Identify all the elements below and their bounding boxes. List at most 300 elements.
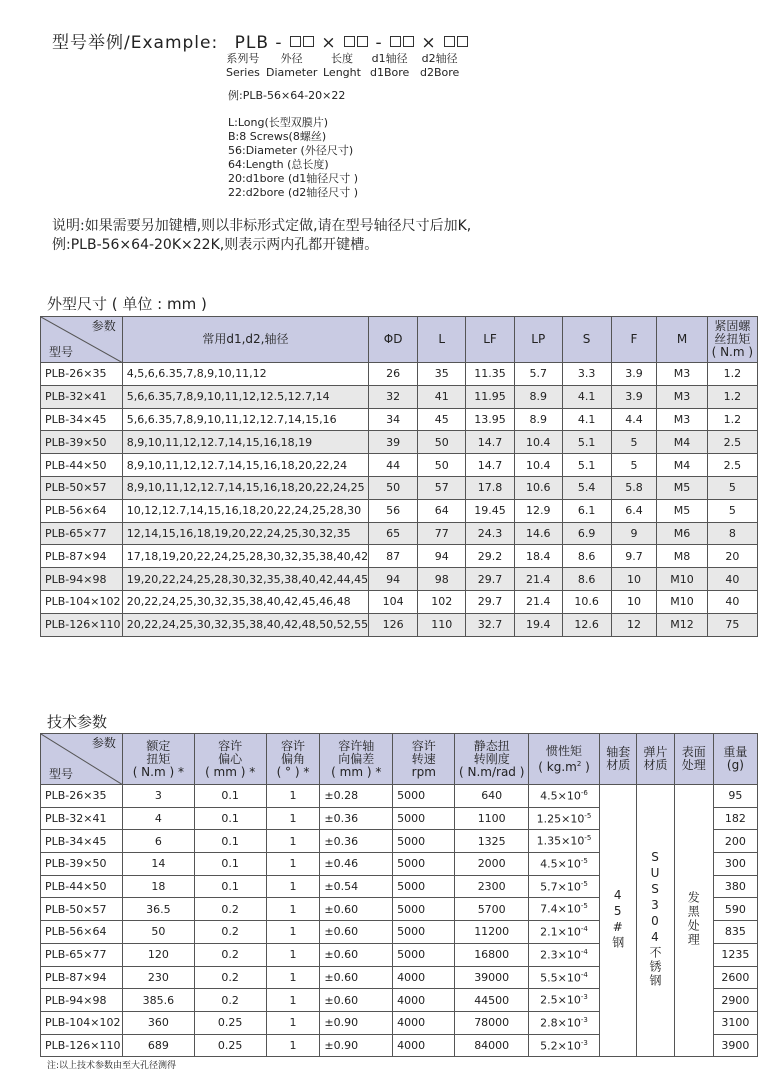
- table-cell: 2.5: [707, 431, 757, 454]
- table-cell: 40: [707, 568, 757, 591]
- inertia-unit: ( kg.m: [538, 759, 577, 774]
- code-series: PLB: [234, 33, 270, 53]
- table-cell: 12: [611, 613, 657, 636]
- tech-header-4: 容许 转速 rpm: [393, 734, 455, 785]
- table-cell: 21.4: [514, 568, 562, 591]
- table-cell: 44: [369, 454, 418, 477]
- table-cell: 35: [418, 363, 466, 386]
- table-cell: 9: [611, 522, 657, 545]
- inertia-exponent: -4: [580, 947, 588, 956]
- table-cell: 39000: [455, 966, 529, 989]
- table-cell: 5,6,6.35,7,8,9,10,11,12,12.5,12.7,14: [122, 385, 368, 408]
- dimensions-table: [40, 316, 758, 637]
- table-cell: 10.4: [514, 454, 562, 477]
- table-cell: 94: [418, 545, 466, 568]
- inertia-base: 5.7×10: [540, 880, 581, 894]
- table-cell: ±0.60: [320, 898, 393, 921]
- dim-header-6: F: [611, 317, 657, 363]
- title-prefix: 型号举例/Example:: [52, 33, 219, 53]
- table-cell: 120: [122, 943, 194, 966]
- table-cell: 640: [455, 785, 529, 808]
- table-cell: 6.4: [611, 499, 657, 522]
- table-cell: 4000: [393, 1011, 455, 1034]
- model-cell: PLB-39×50: [41, 431, 123, 454]
- table-cell: ±0.46: [320, 853, 393, 876]
- table-cell: 64: [418, 499, 466, 522]
- dimensions-title: 外型尺寸 ( 单位 : mm ): [47, 295, 207, 313]
- dash-1: -: [275, 33, 283, 53]
- table-cell: 11.95: [466, 385, 514, 408]
- explain-line: 20:d1bore (d1轴径尺寸 ): [228, 172, 359, 185]
- placeholder-box-icon: [390, 36, 401, 47]
- table-cell: 5000: [393, 898, 455, 921]
- model-cell: PLB-94×98: [41, 989, 123, 1012]
- table-cell: 34: [369, 408, 418, 431]
- table-cell: 8.6: [562, 568, 611, 591]
- dim-header-0: 常用d1,d2,轴径: [122, 317, 368, 363]
- table-cell: 126: [369, 613, 418, 636]
- inertia-exponent: -5: [584, 811, 592, 820]
- model-cell: PLB-44×50: [41, 454, 123, 477]
- table-cell: 4000: [393, 989, 455, 1012]
- table-cell: M5: [657, 476, 707, 499]
- table-cell: M12: [657, 613, 707, 636]
- table-cell: 17,18,19,20,22,24,25,28,30,32,35,38,40,42: [122, 545, 368, 568]
- placeholder-box-icon: [357, 36, 368, 47]
- table-cell: 5.1: [562, 454, 611, 477]
- table-cell: 4: [122, 807, 194, 830]
- footnote: 注:以上技术参数由至大孔径测得: [47, 1061, 177, 1071]
- placeholder-box-icon: [344, 36, 355, 47]
- table-cell: 5700: [455, 898, 529, 921]
- table-cell: 50: [122, 921, 194, 944]
- table-cell: 1: [266, 853, 320, 876]
- table-cell: 16800: [455, 943, 529, 966]
- table-cell: 1: [266, 921, 320, 944]
- table-cell: 19.4: [514, 613, 562, 636]
- table-cell: 0.25: [194, 1011, 266, 1034]
- model-cell: PLB-87×94: [41, 545, 123, 568]
- table-cell: 50: [369, 476, 418, 499]
- table-cell: 8: [707, 522, 757, 545]
- explain-line: L:Long(长型双膜片): [228, 116, 329, 129]
- model-cell: PLB-26×35: [41, 363, 123, 386]
- inertia-unit-close: ): [581, 759, 590, 774]
- weight-cell: 300: [713, 853, 757, 876]
- table-cell: ±0.60: [320, 921, 393, 944]
- tech-header-9: 表面 处理: [674, 734, 713, 785]
- inertia-cell: [528, 807, 599, 830]
- spring-material: [637, 785, 674, 1057]
- table-cell: 689: [122, 1034, 194, 1057]
- table-cell: ±0.90: [320, 1011, 393, 1034]
- inertia-exponent: -5: [584, 834, 592, 843]
- tech-header-7: 轴套 材质: [600, 734, 637, 785]
- table-cell: 20,22,24,25,30,32,35,38,40,42,45,46,48: [122, 590, 368, 613]
- tech-header-3: 容许轴 向偏差 ( mm ) *: [320, 734, 393, 785]
- table-row: [41, 385, 758, 408]
- table-cell: 40: [707, 590, 757, 613]
- inertia-exponent: -3: [580, 993, 588, 1002]
- note-line-1: 说明:如果需要另加键槽,则以非标形式定做,请在型号轴径尺寸后加K,: [52, 218, 472, 234]
- table-cell: 36.5: [122, 898, 194, 921]
- dim-header-5: S: [562, 317, 611, 363]
- table-cell: 1: [266, 898, 320, 921]
- table-cell: 1.2: [707, 408, 757, 431]
- table-cell: 5.4: [562, 476, 611, 499]
- table-cell: 4000: [393, 966, 455, 989]
- tech-header-10: 重量 (g): [713, 734, 757, 785]
- inertia-base: 2.8×10: [540, 1016, 581, 1030]
- model-cell: PLB-126×110: [41, 613, 123, 636]
- table-cell: 5: [707, 476, 757, 499]
- table-cell: 8,9,10,11,12,12.7,14,15,16,18,20,22,24,25: [122, 476, 368, 499]
- placeholder-box-icon: [457, 36, 468, 47]
- table-cell: 26: [369, 363, 418, 386]
- tech-title: 技术参数: [47, 713, 108, 731]
- dim-header-2: L: [418, 317, 466, 363]
- table-cell: 78000: [455, 1011, 529, 1034]
- example-code: 例:PLB-56×64-20×22: [228, 89, 346, 102]
- table-cell: 0.1: [194, 830, 266, 853]
- table-cell: 0.1: [194, 853, 266, 876]
- weight-cell: 1235: [713, 943, 757, 966]
- dim-header-4: LP: [514, 317, 562, 363]
- inertia-unit-sup: 2: [576, 759, 582, 768]
- table-cell: 41: [418, 385, 466, 408]
- weight-cell: 182: [713, 807, 757, 830]
- tech-header-6: 惯性矩 ( $kg.m^2$ ): [528, 734, 599, 785]
- weight-cell: 3100: [713, 1011, 757, 1034]
- table-cell: 12.6: [562, 613, 611, 636]
- table-cell: 1: [266, 1011, 320, 1034]
- table-cell: 360: [122, 1011, 194, 1034]
- corner-header: [41, 317, 123, 363]
- table-cell: 32: [369, 385, 418, 408]
- inertia-cell: [528, 989, 599, 1012]
- inertia-base: 2.3×10: [540, 948, 581, 962]
- table-row: [41, 545, 758, 568]
- table-cell: 14: [122, 853, 194, 876]
- model-cell: PLB-34×45: [41, 408, 123, 431]
- table-cell: 10: [611, 590, 657, 613]
- table-cell: 14.7: [466, 431, 514, 454]
- tech-header-5: 静态扭 转刚度 ( N.m/rad ): [455, 734, 529, 785]
- legend-length: 长度 Lenght: [323, 52, 361, 79]
- model-cell: PLB-56×64: [41, 499, 123, 522]
- tech-header-2: 容许 偏角 ( ° ) *: [266, 734, 320, 785]
- inertia-exponent: -5: [580, 902, 588, 911]
- table-cell: 1325: [455, 830, 529, 853]
- model-cell: PLB-126×110: [41, 1034, 123, 1057]
- table-cell: 8.9: [514, 385, 562, 408]
- inertia-cell: [528, 898, 599, 921]
- note-line-2: 例:PLB-56×64-20K×22K,则表示两内孔都开键槽。: [52, 237, 379, 253]
- weight-cell: 2600: [713, 966, 757, 989]
- sleeve-material-text: 45#钢: [610, 888, 625, 951]
- table-cell: 1: [266, 989, 320, 1012]
- model-cell: PLB-26×35: [41, 785, 123, 808]
- model-cell: PLB-104×102: [41, 1011, 123, 1034]
- placeholder-box-icon: [403, 36, 414, 47]
- table-cell: 14.6: [514, 522, 562, 545]
- table-cell: 8,9,10,11,12,12.7,14,15,16,18,19: [122, 431, 368, 454]
- table-cell: 12,14,15,16,18,19,20,22,24,25,30,32,35: [122, 522, 368, 545]
- table-cell: 4.1: [562, 385, 611, 408]
- table-cell: 8.9: [514, 408, 562, 431]
- table-cell: 87: [369, 545, 418, 568]
- table-cell: M3: [657, 408, 707, 431]
- inertia-cell: [528, 875, 599, 898]
- table-cell: 21.4: [514, 590, 562, 613]
- legend-d1bore: d1轴径 d1Bore: [370, 52, 410, 79]
- weight-cell: 590: [713, 898, 757, 921]
- table-cell: 0.25: [194, 1034, 266, 1057]
- table-cell: 5: [611, 431, 657, 454]
- explain-line: 56:Diameter (外径尺寸): [228, 144, 354, 157]
- inertia-base: 7.4×10: [540, 903, 581, 917]
- inertia-cell: [528, 966, 599, 989]
- legend-series: 系列号 Series: [226, 52, 260, 79]
- table-cell: 1: [266, 830, 320, 853]
- model-cell: PLB-104×102: [41, 590, 123, 613]
- table-cell: M6: [657, 522, 707, 545]
- table-cell: 10.6: [562, 590, 611, 613]
- table-cell: 50: [418, 454, 466, 477]
- table-row: [41, 408, 758, 431]
- weight-cell: 200: [713, 830, 757, 853]
- times-2: ×: [421, 33, 437, 53]
- inertia-exponent: -5: [580, 879, 588, 888]
- table-cell: 5.1: [562, 431, 611, 454]
- table-cell: 1: [266, 943, 320, 966]
- table-cell: 65: [369, 522, 418, 545]
- table-cell: ±0.36: [320, 807, 393, 830]
- legend-diameter: 外径 Diameter: [266, 52, 318, 79]
- table-cell: 6.1: [562, 499, 611, 522]
- table-cell: 0.2: [194, 921, 266, 944]
- table-cell: 5: [707, 499, 757, 522]
- table-cell: 8,9,10,11,12,12.7,14,15,16,18,20,22,24: [122, 454, 368, 477]
- table-cell: 3.9: [611, 385, 657, 408]
- table-cell: 10: [611, 568, 657, 591]
- example-title: [52, 28, 469, 53]
- table-cell: 0.1: [194, 875, 266, 898]
- explain-line: 64:Length (总长度): [228, 158, 329, 171]
- table-cell: 9.7: [611, 545, 657, 568]
- table-cell: 29.7: [466, 568, 514, 591]
- table-cell: 5: [611, 454, 657, 477]
- table-cell: 1: [266, 807, 320, 830]
- table-cell: 44500: [455, 989, 529, 1012]
- table-cell: M4: [657, 431, 707, 454]
- table-cell: 1: [266, 966, 320, 989]
- table-cell: 77: [418, 522, 466, 545]
- table-cell: 5000: [393, 785, 455, 808]
- table-cell: 0.2: [194, 989, 266, 1012]
- table-cell: 19,20,22,24,25,28,30,32,35,38,40,42,44,45: [122, 568, 368, 591]
- table-cell: 11200: [455, 921, 529, 944]
- table-cell: 13.95: [466, 408, 514, 431]
- table-cell: 385.6: [122, 989, 194, 1012]
- table-row: [41, 522, 758, 545]
- table-row: [41, 363, 758, 386]
- table-cell: 4000: [393, 1034, 455, 1057]
- table-cell: 230: [122, 966, 194, 989]
- table-cell: 3.9: [611, 363, 657, 386]
- placeholder-box-icon: [303, 36, 314, 47]
- table-cell: 1: [266, 875, 320, 898]
- table-cell: 102: [418, 590, 466, 613]
- legend-d2bore: d2轴径 d2Bore: [420, 52, 460, 79]
- table-cell: 12.9: [514, 499, 562, 522]
- dim-header-7: M: [657, 317, 707, 363]
- table-cell: 110: [418, 613, 466, 636]
- table-cell: 11.35: [466, 363, 514, 386]
- table-row: [41, 476, 758, 499]
- weight-cell: 3900: [713, 1034, 757, 1057]
- inertia-base: 1.35×10: [536, 835, 585, 849]
- table-cell: ±0.54: [320, 875, 393, 898]
- corner-header: [41, 734, 123, 785]
- table-cell: 5000: [393, 853, 455, 876]
- model-cell: PLB-34×45: [41, 830, 123, 853]
- table-cell: 57: [418, 476, 466, 499]
- table-cell: 20,22,24,25,30,32,35,38,40,42,48,50,52,55: [122, 613, 368, 636]
- table-cell: 2.5: [707, 454, 757, 477]
- inertia-cell: [528, 785, 599, 808]
- model-cell: PLB-32×41: [41, 385, 123, 408]
- placeholder-box-icon: [290, 36, 301, 47]
- table-cell: M10: [657, 568, 707, 591]
- inertia-base: 4.5×10: [540, 857, 581, 871]
- table-cell: M8: [657, 545, 707, 568]
- weight-cell: 95: [713, 785, 757, 808]
- table-cell: 0.2: [194, 966, 266, 989]
- table-cell: 14.7: [466, 454, 514, 477]
- weight-cell: 2900: [713, 989, 757, 1012]
- table-cell: 98: [418, 568, 466, 591]
- table-cell: M5: [657, 499, 707, 522]
- weight-cell: 835: [713, 921, 757, 944]
- tech-table: [40, 733, 758, 1057]
- table-cell: 5.7: [514, 363, 562, 386]
- table-cell: 18.4: [514, 545, 562, 568]
- table-cell: 45: [418, 408, 466, 431]
- table-cell: M3: [657, 363, 707, 386]
- inertia-base: 4.5×10: [540, 789, 581, 803]
- table-cell: 29.2: [466, 545, 514, 568]
- table-cell: 5,6,6.35,7,8,9,10,11,12,12.7,14,15,16: [122, 408, 368, 431]
- table-cell: 2000: [455, 853, 529, 876]
- corner-param-label: 参数: [91, 319, 116, 333]
- table-row: [41, 785, 758, 808]
- table-cell: 5000: [393, 875, 455, 898]
- inertia-cell: [528, 1011, 599, 1034]
- table-cell: ±0.60: [320, 943, 393, 966]
- table-cell: 50: [418, 431, 466, 454]
- table-cell: 19.45: [466, 499, 514, 522]
- table-cell: 5000: [393, 830, 455, 853]
- table-cell: 75: [707, 613, 757, 636]
- table-cell: 8.6: [562, 545, 611, 568]
- table-cell: 5000: [393, 807, 455, 830]
- inertia-base: 5.5×10: [540, 971, 581, 985]
- inertia-exponent: -6: [580, 789, 588, 798]
- model-cell: PLB-56×64: [41, 921, 123, 944]
- tech-header-1: 容许 偏心 ( mm ) *: [194, 734, 266, 785]
- explain-line: 22:d2bore (d2轴径尺寸 ): [228, 186, 359, 199]
- table-cell: 5.8: [611, 476, 657, 499]
- model-cell: PLB-50×57: [41, 476, 123, 499]
- table-cell: 1100: [455, 807, 529, 830]
- table-cell: 10.6: [514, 476, 562, 499]
- table-cell: ±0.36: [320, 830, 393, 853]
- dim-header-1: ΦD: [369, 317, 418, 363]
- dash-2: -: [375, 33, 383, 53]
- model-cell: PLB-50×57: [41, 898, 123, 921]
- table-cell: ±0.60: [320, 989, 393, 1012]
- table-cell: 4,5,6,6.35,7,8,9,10,11,12: [122, 363, 368, 386]
- table-cell: 18: [122, 875, 194, 898]
- table-cell: 1: [266, 1034, 320, 1057]
- corner-model-label: 型号: [49, 767, 74, 781]
- placeholder-box-icon: [444, 36, 455, 47]
- explain-line: B:8 Screws(8螺丝): [228, 130, 327, 143]
- inertia-cell: [528, 853, 599, 876]
- dim-header-8: 紧固螺 丝扭矩 ( N.m ): [707, 317, 757, 363]
- surface-treatment-text: 发黑处理: [686, 891, 701, 948]
- table-row: [41, 613, 758, 636]
- table-cell: M3: [657, 385, 707, 408]
- table-cell: 10.4: [514, 431, 562, 454]
- model-cell: PLB-87×94: [41, 966, 123, 989]
- table-cell: 0.1: [194, 807, 266, 830]
- table-cell: 1.2: [707, 385, 757, 408]
- table-cell: 56: [369, 499, 418, 522]
- inertia-base: 2.1×10: [540, 925, 581, 939]
- spring-material-text: SUS304不锈钢: [648, 850, 662, 989]
- inertia-cell: [528, 943, 599, 966]
- table-cell: 1.2: [707, 363, 757, 386]
- table-cell: 104: [369, 590, 418, 613]
- table-cell: 20: [707, 545, 757, 568]
- table-cell: 94: [369, 568, 418, 591]
- table-cell: 10,12,12.7,14,15,16,18,20,22,24,25,28,30: [122, 499, 368, 522]
- table-cell: 3: [122, 785, 194, 808]
- inertia-exponent: -3: [580, 1015, 588, 1024]
- inertia-cell: [528, 830, 599, 853]
- inertia-exponent: -3: [580, 1038, 588, 1047]
- table-cell: 0.2: [194, 943, 266, 966]
- model-cell: PLB-65×77: [41, 943, 123, 966]
- table-row: [41, 568, 758, 591]
- table-cell: 32.7: [466, 613, 514, 636]
- tech-header-0: 额定 扭矩 ( N.m ) *: [122, 734, 194, 785]
- sleeve-material: [600, 785, 637, 1057]
- table-cell: 3.3: [562, 363, 611, 386]
- model-cell: PLB-44×50: [41, 875, 123, 898]
- table-cell: ±0.28: [320, 785, 393, 808]
- table-cell: 5000: [393, 943, 455, 966]
- inertia-base: 1.25×10: [536, 812, 585, 826]
- table-cell: 39: [369, 431, 418, 454]
- inertia-base: 2.5×10: [540, 993, 581, 1007]
- inertia-base: 5.2×10: [540, 1039, 581, 1053]
- table-cell: 29.7: [466, 590, 514, 613]
- table-cell: 4.1: [562, 408, 611, 431]
- table-row: [41, 499, 758, 522]
